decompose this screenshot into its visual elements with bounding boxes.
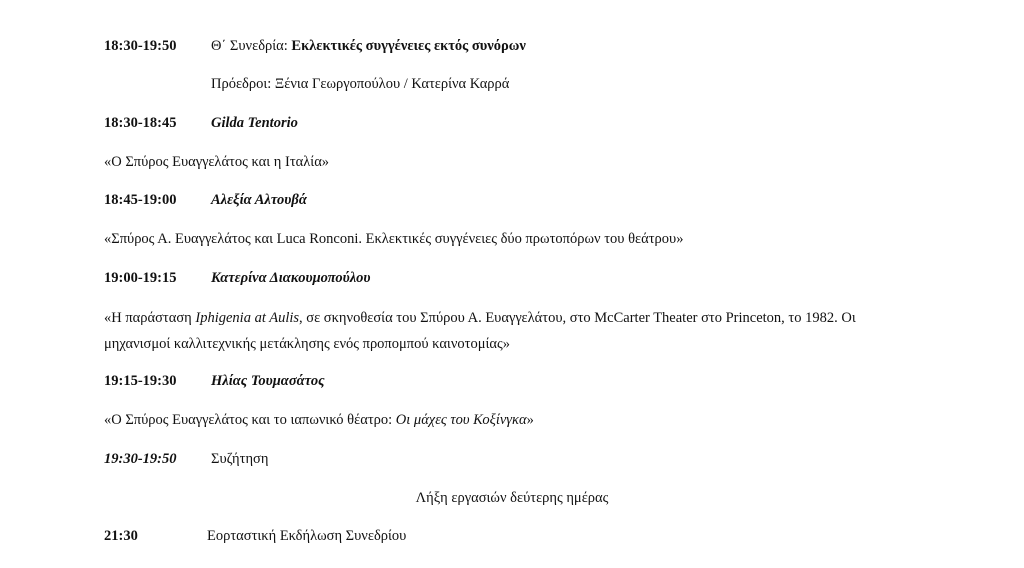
talk-1-speaker: Gilda Tentorio — [211, 115, 298, 131]
talk-4-time: 19:15-19:30 — [104, 373, 177, 389]
discussion-row — [104, 449, 268, 469]
discussion-time: 19:30-19:50 — [104, 451, 177, 467]
talk-3-title-italic: Iphigenia at Aulis — [195, 310, 300, 326]
talk-4-title-prefix: «Ο Σπύρος Ευαγγελάτος και το ιαπωνικό θέατρο: — [104, 412, 396, 428]
closing-line: Λήξη εργασιών δεύτερης ημέρας — [415, 490, 609, 506]
talk-4-title — [104, 410, 534, 430]
event-label: Εορταστική Εκδήλωση Συνεδρίου — [207, 528, 407, 544]
session-label: Θ΄ Συνεδρία: — [211, 38, 292, 54]
talk-1-title: «Ο Σπύρος Ευαγγελάτος και η Ιταλία» — [104, 154, 330, 170]
talk-2-time: 18:45-19:00 — [104, 192, 177, 208]
session-chairs: Πρόεδροι: Ξένια Γεωργοπούλου / Κατερίνα Καρρά — [211, 76, 510, 92]
talk-3-title-suffix: , σε σκηνοθεσία του Σπύρου Α. Ευαγγελάτου, στο McCarter Theater στο Princeton, το 1982. Οι μηχανισμοί καλλιτεχνικής μετάκλησης ενός προπομπού καινοτομίας» — [104, 310, 856, 352]
talk-3-title-prefix: «Η παράσταση — [104, 310, 196, 326]
talk-3-speaker: Κατερίνα Διακουμοπούλου — [211, 270, 371, 286]
talk-1-time: 18:30-18:45 — [104, 115, 177, 131]
talk-2-header — [104, 190, 307, 210]
session-time: 18:30-19:50 — [104, 38, 177, 54]
talk-4-speaker: Ηλίας Τουμασάτος — [211, 373, 325, 389]
talk-3-time: 19:00-19:15 — [104, 270, 177, 286]
talk-4-header — [104, 371, 325, 391]
talk-4-title-italic: Οι μάχες του Κοξίνγκα — [395, 412, 527, 428]
event-row — [104, 526, 406, 546]
talk-1-header — [104, 113, 298, 133]
talk-2-title: «Σπύρος Α. Ευαγγελάτος και Luca Ronconi. Εκλεκτικές συγγένειες δύο πρωτοπόρων του θεάτρου» — [104, 231, 684, 247]
talk-3-title — [104, 305, 924, 357]
session-header — [104, 36, 526, 56]
session-title: Εκλεκτικές συγγένειες εκτός συνόρων — [291, 38, 526, 54]
talk-2-speaker: Αλεξία Αλτουβά — [211, 192, 307, 208]
talk-3-header — [104, 268, 371, 288]
discussion-label: Συζήτηση — [211, 451, 269, 467]
event-time: 21:30 — [104, 528, 138, 544]
talk-4-title-suffix: » — [526, 412, 534, 428]
